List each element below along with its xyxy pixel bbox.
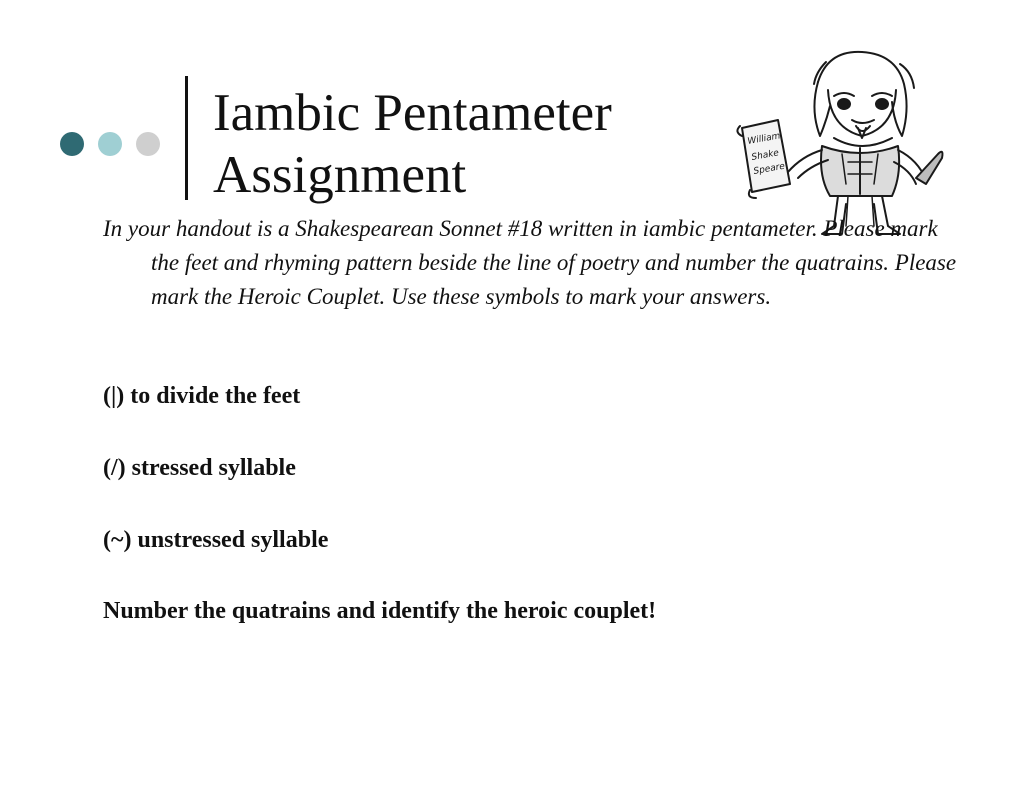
- scroll-text-3: Speare: [752, 161, 786, 177]
- title-divider: [185, 76, 188, 200]
- dot-light-teal: [98, 132, 122, 156]
- instruction-stressed: (/) stressed syllable: [103, 455, 296, 481]
- scroll-text-2: Shake: [750, 148, 780, 163]
- scroll-text-1: William: [746, 131, 782, 147]
- dot-gray: [136, 132, 160, 156]
- instruction-quatrains: Number the quatrains and identify the heroic couplet!: [103, 598, 657, 624]
- dot-dark-teal: [60, 132, 84, 156]
- decorative-dots: [60, 132, 160, 156]
- instruction-unstressed: (~) unstressed syllable: [103, 527, 329, 553]
- assignment-intro: In your handout is a Shakespearean Sonnet #18 written in iambic pentameter. Please mark the feet and rhyming pattern beside the line of poetry and number the quatrains. Please mark the Heroic Couplet. Use these symbols to mark your answers.: [103, 216, 957, 309]
- instruction-divide-feet: (|) to divide the feet: [103, 383, 301, 409]
- slide-title-line-1: Iambic Pentameter: [213, 84, 612, 142]
- slide-title: [213, 82, 612, 206]
- slide-title-line-2: Assignment: [213, 146, 467, 204]
